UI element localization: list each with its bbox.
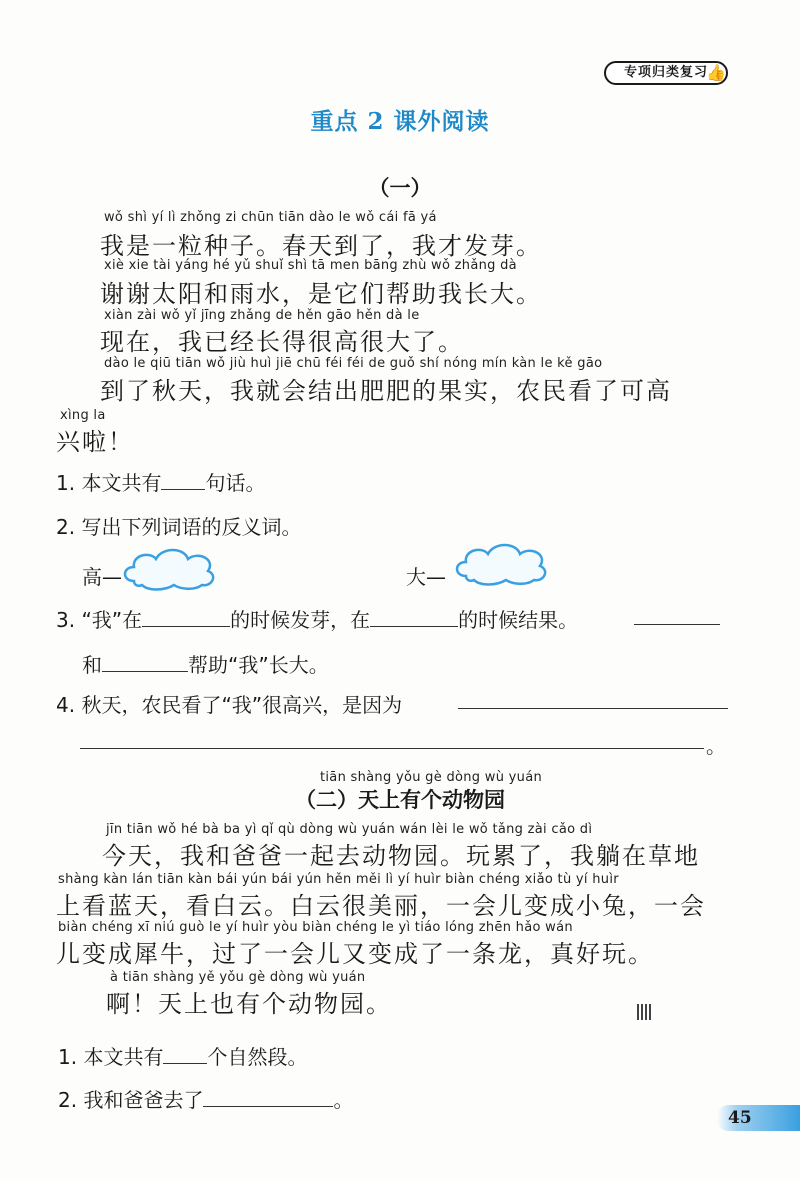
- question-2: 2. 写出下列词语的反义词。: [56, 515, 302, 539]
- text-line: 我是一粒种子。春天到了，我才发芽。: [100, 232, 542, 260]
- answer-blank[interactable]: [458, 708, 728, 709]
- pinyin-line: dào le qiū tiān wǒ jiù huì jiē chū féi féi de guǒ shí nóng mín kàn le kě gāo: [104, 356, 603, 371]
- answer-cloud[interactable]: [452, 540, 552, 586]
- answer-blank[interactable]: [163, 1063, 207, 1064]
- antonym-prompt-da: 大—: [406, 565, 446, 589]
- pinyin-line: xiàn zài wǒ yǐ jīng zhǎng de hěn gāo hěn dà le: [104, 308, 420, 323]
- question-3-line-2: 和 帮助“我”长大。: [82, 653, 329, 677]
- answer-blank[interactable]: [203, 1106, 333, 1107]
- page-title: 重点 2 课外阅读: [310, 108, 490, 135]
- title-pinyin: tiān shàng yǒu gè dòng wù yuán: [320, 770, 543, 785]
- pinyin-line: wǒ shì yí lì zhǒng zi chūn tiān dào le wǒ cái fā yá: [104, 210, 437, 225]
- text-line: 上看蓝天，看白云。白云很美丽，一会儿变成小兔，一会: [56, 892, 706, 920]
- answer-blank[interactable]: [102, 671, 188, 672]
- text-line: 兴啦！: [56, 428, 134, 456]
- qr-code-icon[interactable]: [637, 1004, 653, 1020]
- section-badge: 专项归类复习: [604, 61, 728, 85]
- text-line: 今天，我和爸爸一起去动物园。玩累了，我躺在草地: [102, 842, 700, 870]
- question-2: 2. 我和爸爸去了 。: [58, 1088, 354, 1112]
- thumbs-up-icon: 👍: [706, 63, 726, 82]
- period: 。: [706, 734, 726, 758]
- question-4: 4. 秋天，农民看了“我”很高兴，是因为: [56, 693, 403, 717]
- pinyin-line: xìng la: [60, 408, 106, 423]
- text-line: 现在，我已经长得很高很大了。: [100, 328, 464, 356]
- text-line: 到了秋天，我就会结出肥肥的果实，农民看了可高: [100, 377, 672, 405]
- answer-blank[interactable]: [161, 489, 205, 490]
- question-1: 1. 本文共有 个自然段。: [58, 1045, 308, 1069]
- pinyin-line: biàn chéng xī niú guò le yí huìr yòu biàn chéng le yì tiáo lóng zhēn hǎo wán: [58, 920, 573, 935]
- pinyin-line: jīn tiān wǒ hé bà ba yì qǐ qù dòng wù yuán wán lèi le wǒ tǎng zài cǎo dì: [106, 822, 593, 837]
- section-2-heading: （二）天上有个动物园: [295, 787, 505, 812]
- answer-blank[interactable]: [142, 626, 230, 627]
- question-3: 3. “我”在 的时候发芽，在 的时候结果。: [56, 608, 579, 632]
- text-line: 谢谢太阳和雨水，是它们帮助我长大。: [100, 280, 542, 308]
- text-line: 啊！天上也有个动物园。: [106, 990, 392, 1018]
- page-number: 45: [728, 1108, 752, 1128]
- answer-blank[interactable]: [634, 624, 720, 625]
- antonym-prompt-gao: 高—: [82, 565, 122, 589]
- pinyin-line: xiè xie tài yáng hé yǔ shuǐ shì tā men bāng zhù wǒ zhǎng dà: [104, 258, 517, 273]
- question-1: 1. 本文共有 句话。: [56, 471, 266, 495]
- answer-blank[interactable]: [370, 626, 458, 627]
- text-line: 儿变成犀牛，过了一会儿又变成了一条龙，真好玩。: [56, 940, 654, 968]
- pinyin-line: shàng kàn lán tiān kàn bái yún bái yún hěn měi lì yí huìr biàn chéng xiǎo tù yí huìr: [58, 872, 619, 887]
- section-1-heading: （一）: [368, 175, 432, 200]
- answer-blank[interactable]: [80, 748, 704, 749]
- answer-cloud[interactable]: [120, 545, 220, 591]
- pinyin-line: à tiān shàng yě yǒu gè dòng wù yuán: [110, 970, 366, 985]
